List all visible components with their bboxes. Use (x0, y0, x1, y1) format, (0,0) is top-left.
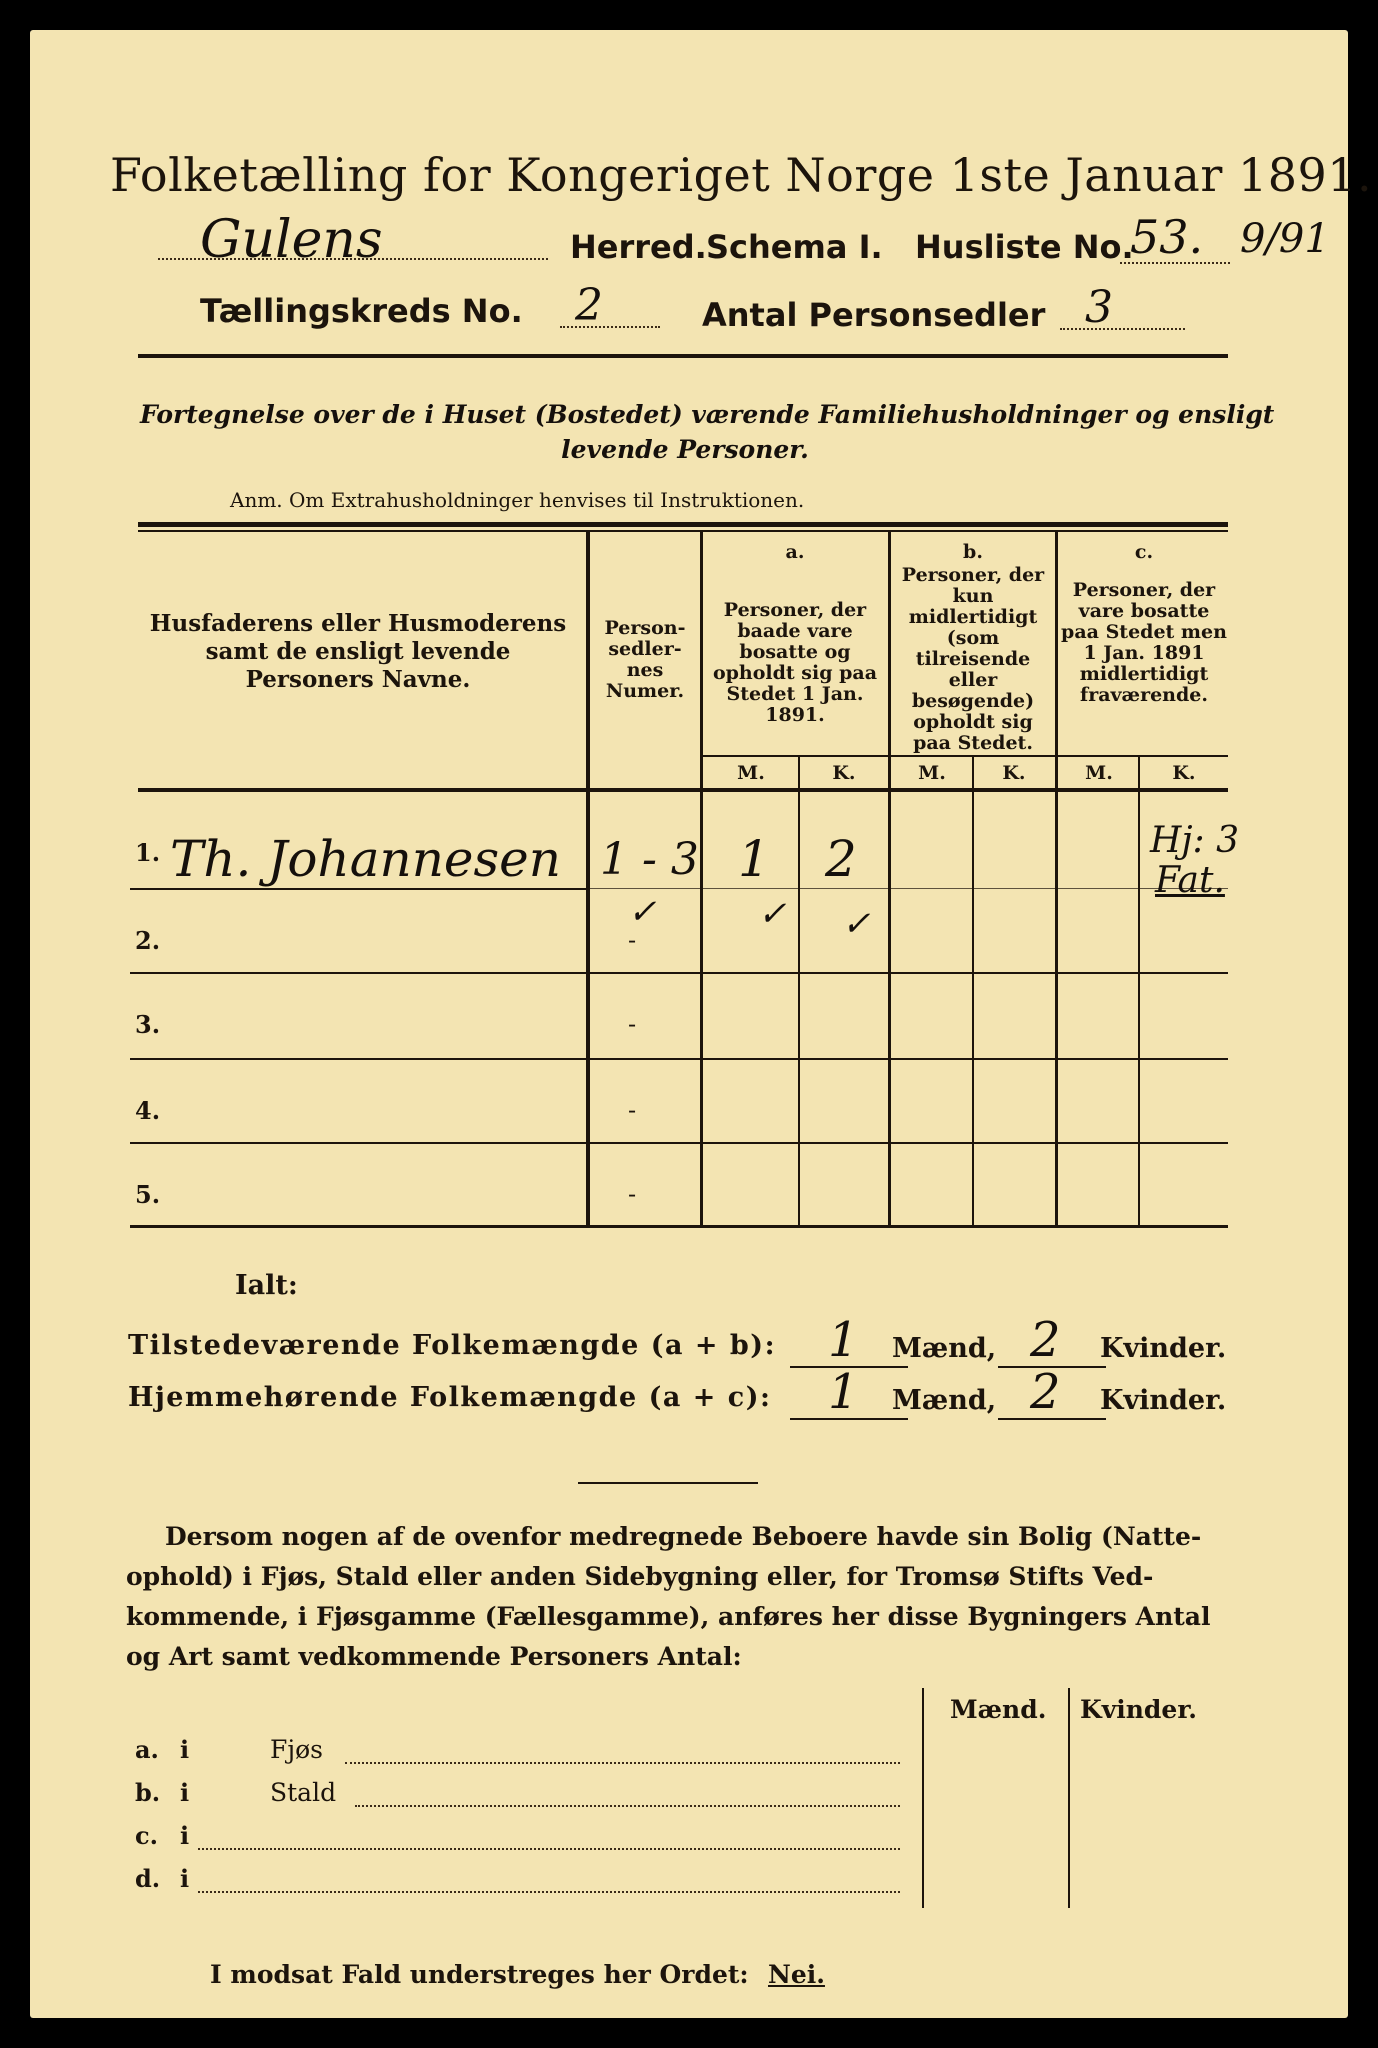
herred-label: Herred. (570, 228, 707, 266)
row-line-1-right (590, 888, 1228, 889)
col-divider-3 (888, 530, 891, 1228)
tilstede-kvinder: Kvinder. (1100, 1333, 1227, 1364)
item-d-i: i (180, 1864, 190, 1893)
row4-numer-dash: - (628, 1096, 637, 1124)
husliste-label: Husliste No. (915, 228, 1134, 266)
col-divider-2 (700, 530, 703, 1228)
row2-check-ak: ✓ (842, 904, 871, 944)
item-b-i: i (180, 1778, 190, 1807)
row-num-4: 4. (135, 1096, 161, 1125)
schema-label: Schema I. (706, 228, 883, 266)
col-c-letter: c. (1134, 541, 1154, 563)
hjemme-kvinder: Kvinder. (1100, 1385, 1227, 1416)
para-line1: Dersom nogen af de ovenfor medregnede Beboere havde sin Bolig (Natte- (165, 1522, 1202, 1551)
hjemme-maend: Mænd, (892, 1385, 997, 1416)
row3-numer-dash: - (628, 1010, 637, 1038)
row-line-2 (130, 972, 1228, 974)
bottom-col-divider-2 (1068, 1688, 1070, 1908)
item-d-dotline (198, 1891, 900, 1893)
row1-a-m: 1 (738, 830, 770, 888)
col-numer-header: Person-sedler-nes Numer. (604, 617, 686, 702)
b-k-label: K. (1002, 762, 1026, 784)
para-line3: kommende, i Fjøsgamme (Fællesgamme), anføres her disse Bygningers Antal (126, 1602, 1211, 1631)
col-a-text: Personer, der baade vare bosatte og opholdt sig paa Stedet 1 Jan. 1891. (712, 599, 878, 726)
antal-dotline (1060, 328, 1185, 330)
census-form-sheet (30, 30, 1373, 2018)
row5-numer-dash: - (628, 1180, 637, 1208)
col-names-header: Husfaderens eller Husmoderens samt de ensligt levende Personers Navne. (149, 610, 567, 693)
antal-label: Antal Personsedler (702, 296, 1046, 334)
antal-value: 3 (1085, 282, 1113, 333)
table-top-rule-2 (138, 530, 1228, 532)
item-d-letter: d. (135, 1864, 161, 1893)
kreds-value: 2 (575, 280, 603, 331)
herred-value: Gulens (200, 210, 383, 270)
hjemme-label: Hjemmehørende Folkemængde (a + c): (128, 1382, 772, 1413)
item-c-letter: c. (135, 1821, 158, 1850)
tilstede-maend: Mænd, (892, 1333, 997, 1364)
row-line-3 (130, 1058, 1228, 1060)
c-k-label: K. (1172, 762, 1196, 784)
row2-check-numer: ✓ (628, 892, 657, 932)
row-num-3: 3. (135, 1010, 161, 1039)
subtitle-line1: Fortegnelse over de i Huset (Bostedet) værende Familiehusholdninger og ensligt (140, 400, 1275, 429)
husliste-note: 9/91 (1240, 216, 1330, 262)
a-k-label: K. (832, 762, 856, 784)
col-divider-1 (586, 530, 590, 1228)
item-b-letter: b. (135, 1778, 161, 1807)
item-b-label: Stald (270, 1778, 337, 1807)
item-a-label: Fjøs (270, 1735, 323, 1764)
row-line-1-left (130, 888, 588, 890)
item-c-i: i (180, 1821, 190, 1850)
table-header-rule (138, 788, 1228, 792)
col-b-text: Personer, der kun midlertidigt (som tilreisende eller besøgende) opholdt sig paa Stedet. (901, 564, 1045, 754)
anm-note: Anm. Om Extrahusholdninger henvises til Instruktionen. (230, 488, 805, 512)
row-num-5: 5. (135, 1180, 161, 1209)
final-word: Nei. (768, 1960, 825, 1989)
item-b-dotline (355, 1805, 900, 1807)
row1-a-k: 2 (825, 830, 857, 888)
short-divider (578, 1482, 758, 1484)
col-divider-4 (1055, 530, 1058, 1228)
item-a-letter: a. (135, 1735, 159, 1764)
table-bottom-rule (130, 1225, 1228, 1228)
header-rule (138, 354, 1228, 358)
col-a-letter: a. (785, 541, 805, 563)
row1-numer: 1 - 3 (600, 834, 699, 885)
hjemme-m-value: 1 (828, 1364, 859, 1420)
kreds-label: Tællingskreds No. (200, 292, 523, 330)
bottom-col-divider-1 (922, 1688, 924, 1908)
ialt-label: Ialt: (235, 1270, 298, 1301)
row-num-1: 1. (135, 838, 161, 867)
row1-c-note2: Fat. (1155, 860, 1225, 901)
para-line4: og Art samt vedkommende Personers Antal: (126, 1642, 742, 1671)
row1-c-note1: Hj: 3 (1150, 820, 1240, 861)
col-divider-a-mk (798, 755, 800, 1228)
item-a-dotline (345, 1762, 900, 1764)
tilstede-label: Tilstedeværende Folkemængde (a + b): (128, 1330, 777, 1361)
bottom-maend-head: Mænd. (950, 1695, 1047, 1724)
c-m-label: M. (1085, 762, 1113, 784)
mk-subheader-rule (700, 755, 1228, 757)
b-m-label: M. (918, 762, 946, 784)
col-b-letter: b. (963, 541, 983, 563)
a-m-label: M. (737, 762, 765, 784)
tilstede-m-value: 1 (828, 1312, 859, 1368)
subtitle-line2: levende Personer. (561, 435, 809, 464)
bottom-kvinder-head: Kvinder. (1080, 1695, 1197, 1724)
row1-name: Th. Johannesen (170, 830, 561, 888)
col-divider-b-mk (972, 755, 974, 1228)
row-line-4 (130, 1142, 1228, 1144)
row2-check-am: ✓ (758, 894, 787, 934)
row-num-2: 2. (135, 926, 161, 955)
item-c-dotline (198, 1848, 900, 1850)
para-line2: ophold) i Fjøs, Stald eller anden Sidebygning eller, for Tromsø Stifts Ved- (126, 1562, 1154, 1591)
husliste-value: 53. (1130, 210, 1204, 264)
col-divider-c-mk (1138, 755, 1140, 1228)
final-text: I modsat Fald understreges her Ordet: (210, 1960, 749, 1989)
item-a-i: i (180, 1735, 190, 1764)
tilstede-k-value: 2 (1030, 1312, 1061, 1368)
table-top-rule (138, 522, 1228, 527)
form-title: Folketælling for Kongeriget Norge 1ste Januar 1891. (110, 148, 1373, 202)
col-c-text: Personer, der vare bosatte paa Stedet men 1 Jan. 1891 midlertidigt fraværende. (1061, 579, 1227, 706)
hjemme-k-value: 2 (1030, 1364, 1061, 1420)
row2-numer-dash: - (628, 926, 637, 954)
